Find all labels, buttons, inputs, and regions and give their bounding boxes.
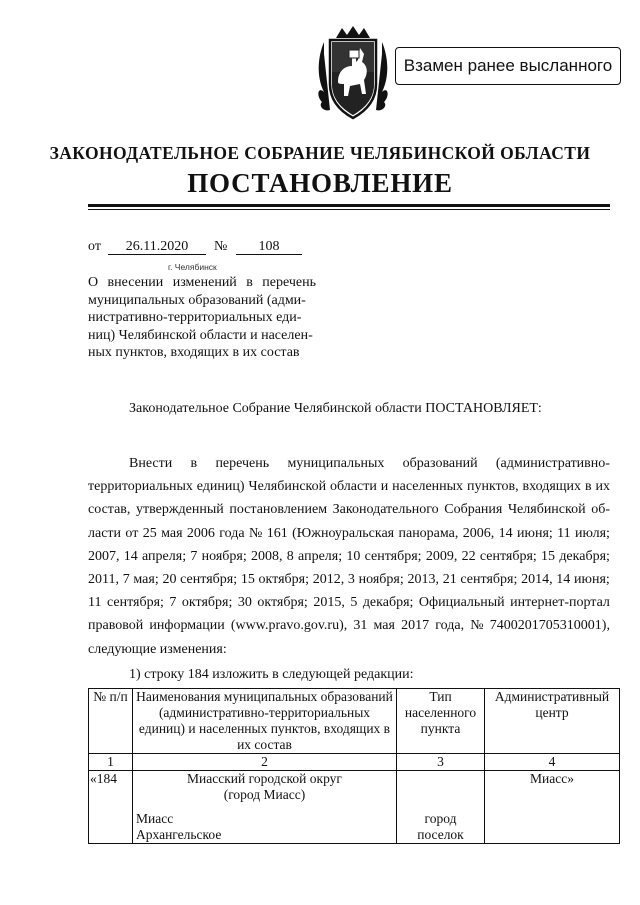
paragraph-line: Внести в перечень муниципальных образований (административно- (129, 456, 610, 471)
subject-line: ниц) Челябинской области и населен- (88, 327, 313, 343)
header-cell: Тип населенного пункта (397, 689, 485, 754)
date-from-label: от (88, 239, 101, 254)
city-name: г. Челябинск (168, 262, 217, 272)
item-1: 1) строку 184 изложить в следующей редакции: (129, 667, 414, 682)
organization-name: ЗАКОНОДАТЕЛЬНОЕ СОБРАНИЕ ЧЕЛЯБИНСКОЙ ОБЛАСТИ (49, 143, 591, 163)
paragraph-line: 2007, 14 апреля; 7 ноября; 2008, 8 апреля; 10 сентября; 2009, 22 сентября; 15 декабря; (88, 548, 610, 564)
settlements-table (88, 688, 620, 844)
row-name-cell (133, 771, 397, 844)
preamble: Законодательное Собрание Челябинской области ПОСТАНОВЛЯЕТ: (129, 401, 542, 416)
paragraph-line: 2011, 7 мая; 20 сентября; 15 октября; 2012, 3 ноября; 2013, 21 сентября; 2014, 14 июня; (88, 572, 610, 588)
subject-line: нистративно-территориальных еди- (88, 310, 302, 326)
column-number: 4 (485, 754, 620, 771)
number-label: № (214, 239, 228, 254)
header-cell: Административный центр (485, 689, 620, 754)
document-date: 26.11.2020 (108, 239, 206, 255)
number-field (236, 239, 302, 255)
district-subname: (город Миасс) (223, 787, 306, 802)
column-number: 1 (89, 754, 133, 771)
column-number: 2 (133, 754, 397, 771)
paragraph-line: состав, утвержденный постановлением Законодательного Собрания Челябинской об- (88, 502, 610, 518)
column-number: 3 (397, 754, 485, 771)
settlement-name: Архангельское (136, 827, 222, 842)
document-type: ПОСТАНОВЛЕНИЕ (187, 168, 453, 198)
header-cell: № п/п (89, 689, 133, 754)
paragraph-line: следующие изменения: (88, 641, 227, 657)
header-rule-thick (88, 204, 610, 207)
subject-line: муниципальных образований (адми- (88, 292, 306, 308)
row-type-cell (397, 771, 485, 844)
header-rule-thin (88, 209, 610, 210)
subject-line: ных пунктов, входящих в их состав (88, 345, 300, 361)
subject-line: О внесении изменений в перечень (88, 275, 316, 290)
replacement-stamp: Взамен ранее высланного (395, 47, 621, 85)
settlement-type: поселок (417, 827, 464, 842)
main-paragraph (88, 452, 610, 661)
paragraph-line: ласти от 25 мая 2006 года № 161 (Южноуральская панорама, 2006, 14 июня; 11 июля; (88, 525, 610, 541)
settlement-type: город (424, 811, 457, 826)
date-field (108, 239, 206, 255)
header-cell: Наименования муниципальных образований (административно-территориальных единиц) и населенных пунктов, входящих в их состав (133, 689, 397, 754)
document-number: 108 (236, 239, 302, 255)
table-row (89, 771, 620, 844)
paragraph-line: правовой информации (www.pravo.gov.ru), 31 мая 2017 года, № 7400201705310001), (88, 618, 610, 634)
coat-of-arms-icon (314, 26, 392, 122)
paragraph-line: 11 сентября; 7 октября; 30 октября; 2015, 5 декабря; Официальный интернет-портал (88, 595, 610, 611)
paragraph-line: территориальных единиц) Челябинской области и населенных пунктов, входящих в их (88, 479, 610, 495)
settlement-name: Миасс (136, 811, 174, 826)
subject-block (88, 274, 316, 362)
district-name: Миасский городской округ (187, 771, 342, 786)
column-number-row (89, 754, 620, 771)
administrative-center: Миасс» (485, 771, 620, 844)
row-number: «184 (89, 771, 133, 844)
table-header-row (89, 689, 620, 754)
